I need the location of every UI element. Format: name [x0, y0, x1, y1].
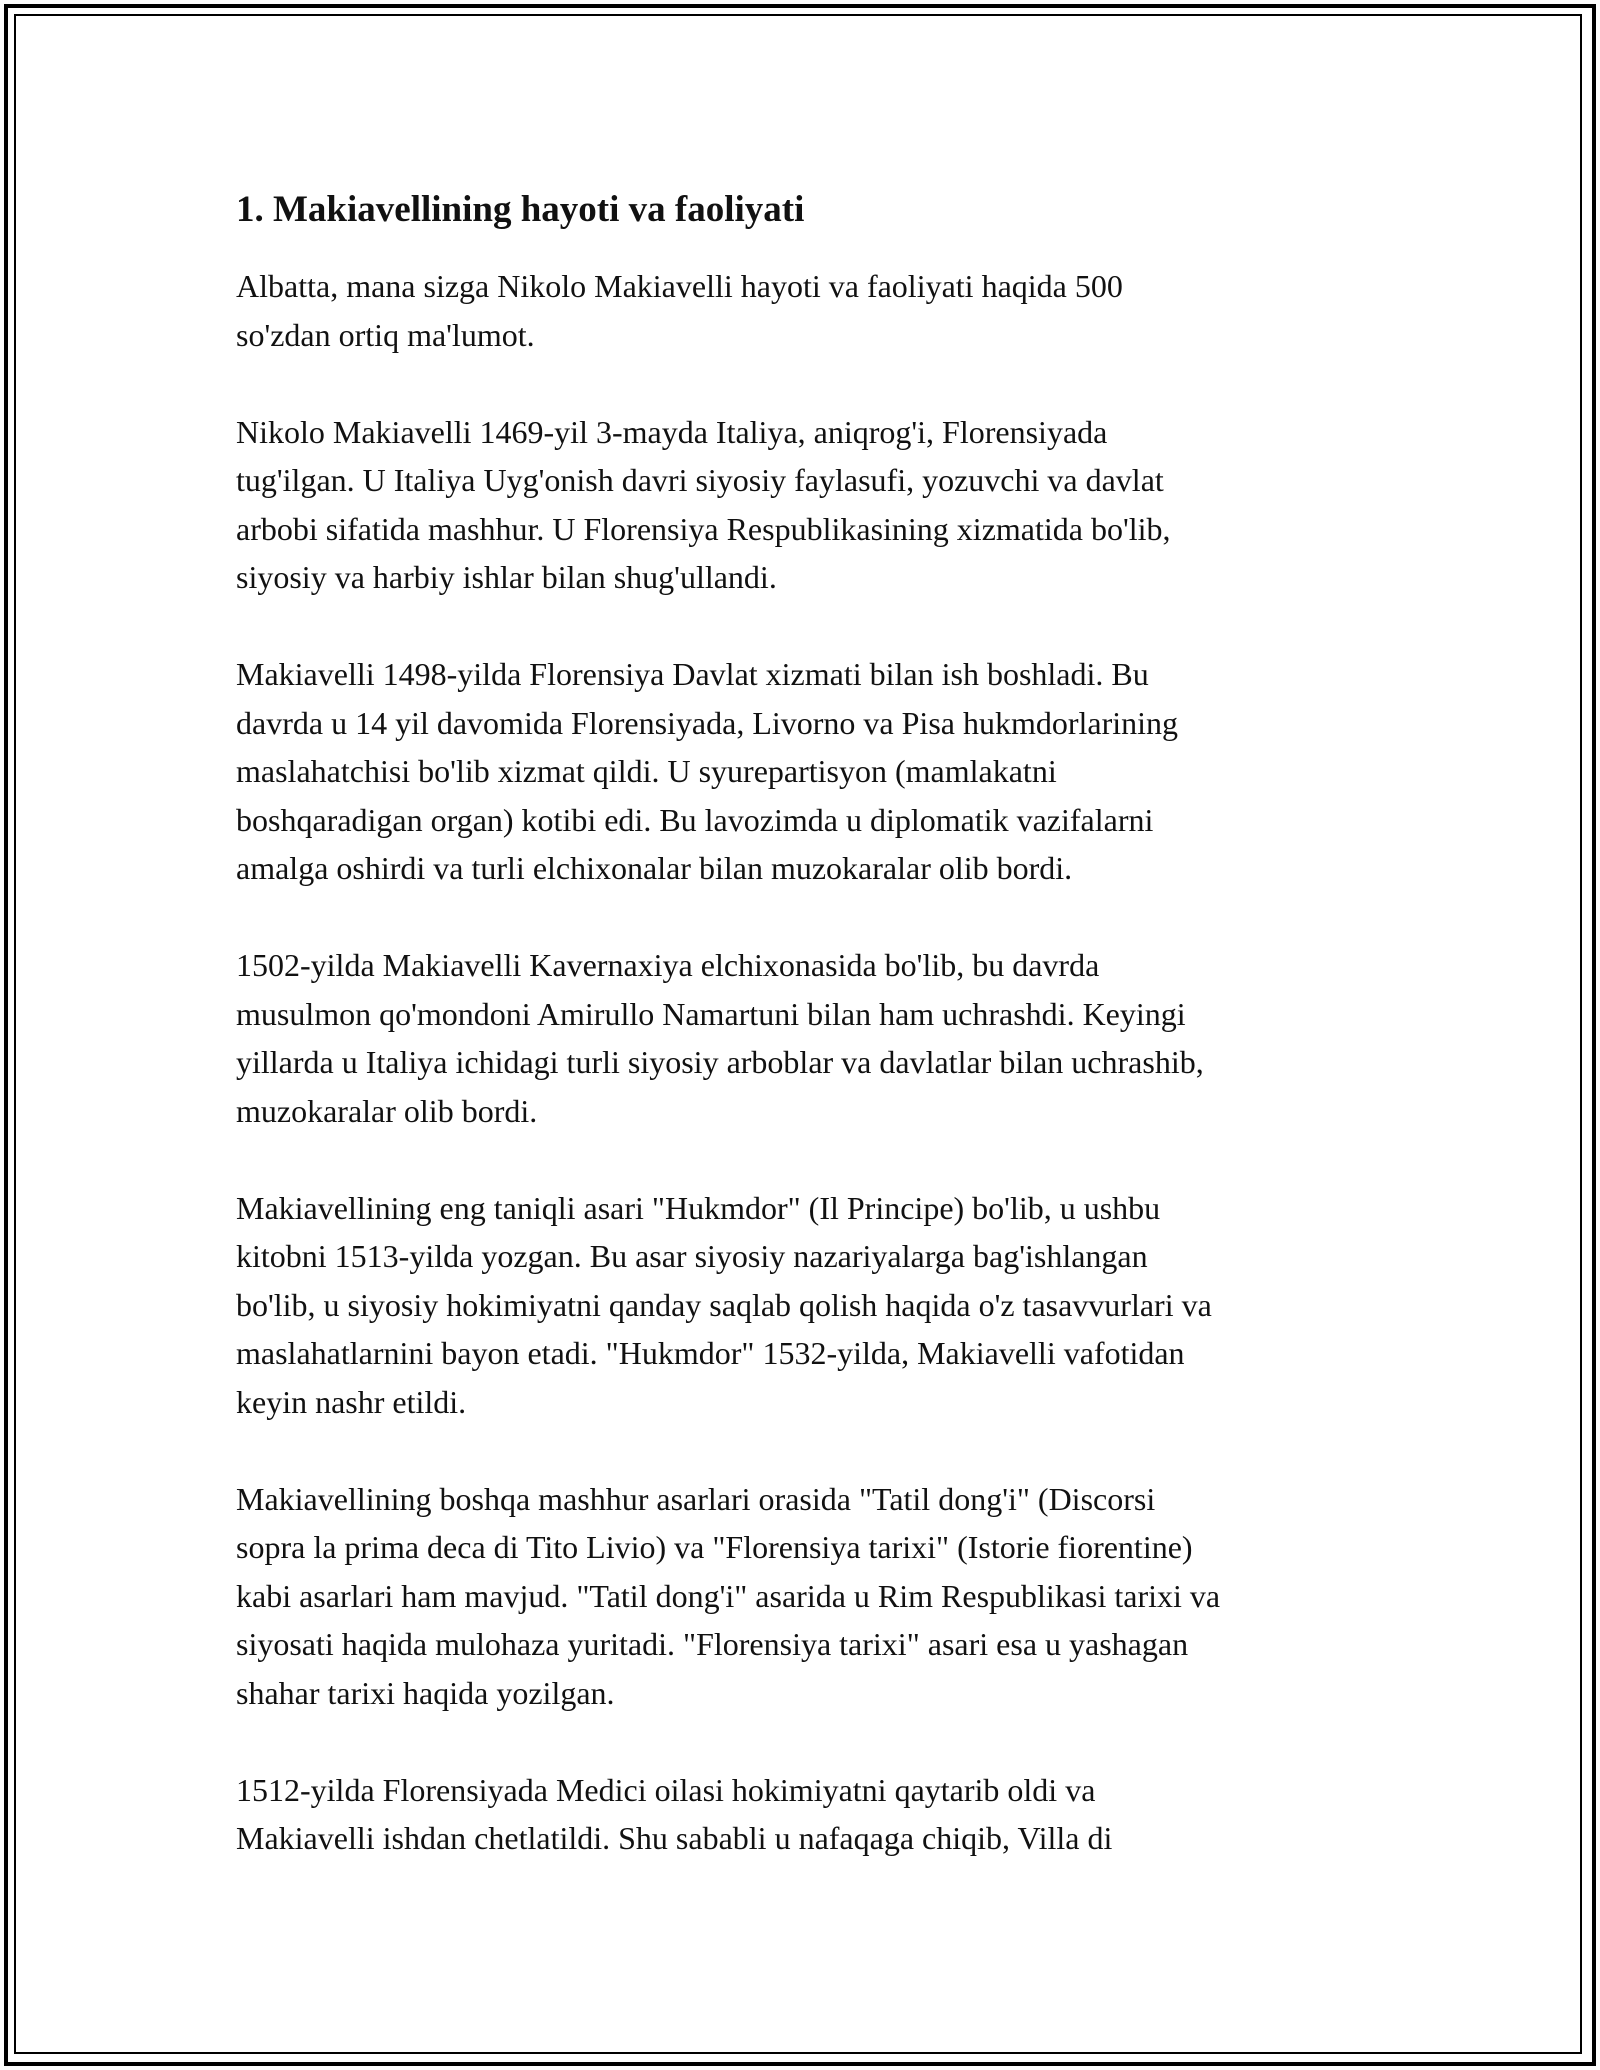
text-line: Albatta, mana sizga Nikolo Makiavelli hayoti va faoliyati haqida 500	[236, 268, 1123, 304]
paragraph-birth	[236, 408, 1376, 602]
text-line: siyosiy va harbiy ishlar bilan shug'ullandi.	[236, 559, 777, 595]
text-line: amalga oshirdi va turli elchixonalar bilan muzokaralar olib bordi.	[236, 850, 1073, 886]
section-heading: 1. Makiavellining hayoti va faoliyati	[236, 189, 805, 230]
paragraph-medici	[236, 1766, 1376, 1863]
paragraph-intro	[236, 262, 1376, 359]
text-line: so'zdan ortiq ma'lumot.	[236, 316, 535, 353]
text-line: siyosati haqida mulohaza yuritadi. "Florensiya tarixi" asari esa u yashagan	[236, 1626, 1189, 1662]
text-line: yillarda u Italiya ichidagi turli siyosiy arboblar va davlatlar bilan uchrashib,	[236, 1044, 1204, 1080]
text-line: Makiavelli 1498-yilda Florensiya Davlat xizmati bilan ish boshladi. Bu	[236, 656, 1149, 692]
text-line: Makiavellining eng taniqli asari "Hukmdor" (Il Principe) bo'lib, u ushbu	[236, 1189, 1161, 1226]
text-line: kabi asarlari ham mavjud. "Tatil dong'i" asarida u Rim Respublikasi tarixi va	[236, 1577, 1221, 1614]
text-line: keyin nashr etildi.	[236, 1383, 467, 1420]
document-body	[236, 186, 1376, 1911]
text-line: sopra la prima deca di Tito Livio) va "Florensiya tarixi" (Istorie fiorentine)	[236, 1529, 1193, 1565]
text-line: Makiavellining boshqa mashhur asarlari orasida "Tatil dong'i" (Discorsi	[236, 1480, 1156, 1517]
text-line: Makiavelli ishdan chetlatildi. Shu sababli u nafaqaga chiqib, Villa di	[236, 1820, 1113, 1856]
text-line: tug'ilgan. U Italiya Uyg'onish davri siyosiy faylasufi, yozuvchi va davlat	[236, 462, 1164, 498]
text-line: 1512-yilda Florensiyada Medici oilasi hokimiyatni qaytarib oldi va	[236, 1771, 1096, 1808]
text-line: Nikolo Makiavelli 1469-yil 3-mayda Italiya, aniqrog'i, Florensiyada	[236, 413, 1108, 450]
text-line: davrda u 14 yil davomida Florensiyada, Livorno va Pisa hukmdorlarining	[236, 704, 1179, 741]
text-line: maslahatchisi bo'lib xizmat qildi. U syurepartisyon (mamlakatni	[236, 753, 1057, 789]
text-line: muzokaralar olib bordi.	[236, 1092, 538, 1129]
text-line: 1502-yilda Makiavelli Kavernaxiya elchixonasida bo'lib, bu davrda	[236, 947, 1100, 983]
text-line: arbobi sifatida mashhur. U Florensiya Respublikasining xizmatida bo'lib,	[236, 510, 1171, 547]
paragraph-career	[236, 650, 1376, 893]
text-line: kitobni 1513-yilda yozgan. Bu asar siyosiy nazariyalarga bag'ishlangan	[236, 1238, 1148, 1274]
paragraph-other-works	[236, 1475, 1376, 1718]
paragraph-principe	[236, 1184, 1376, 1427]
paragraph-embassy	[236, 941, 1376, 1135]
text-line: bo'lib, u siyosiy hokimiyatni qanday saqlab qolish haqida o'z tasavvurlari va	[236, 1286, 1212, 1323]
text-line: boshqaradigan organ) kotibi edi. Bu lavozimda u diplomatik vazifalarni	[236, 801, 1154, 838]
text-line: maslahatlarnini bayon etadi. "Hukmdor" 1532-yilda, Makiavelli vafotidan	[236, 1335, 1185, 1371]
text-line: shahar tarixi haqida yozilgan.	[236, 1674, 615, 1711]
text-line: musulmon qo'mondoni Amirullo Namartuni bilan ham uchrashdi. Keyingi	[236, 995, 1186, 1032]
